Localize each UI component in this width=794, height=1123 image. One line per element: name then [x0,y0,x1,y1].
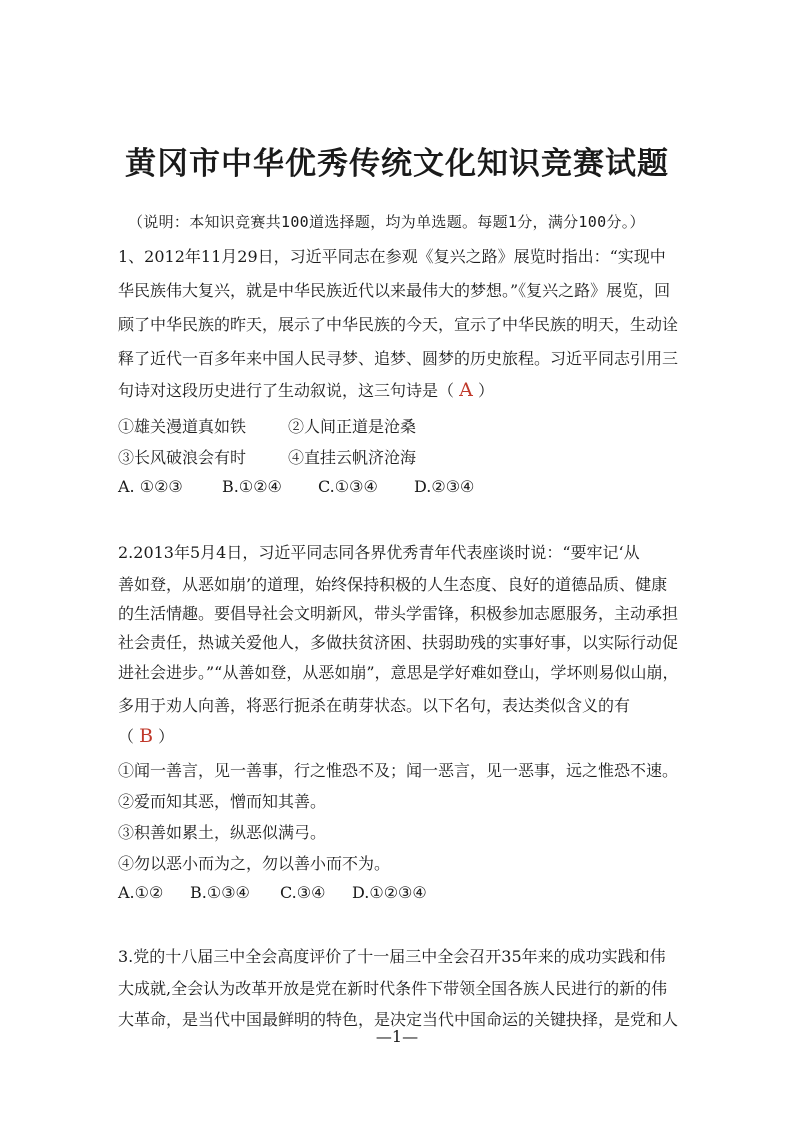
q1-paren: ） [477,381,494,400]
q1-line: 1、2012年11月29日，习近平同志在参观《复兴之路》展览时指出：“实现中 [118,247,666,266]
q1-option-b: B.①②④ [222,477,282,496]
q2-line: 的生活情趣。要倡导社会文明新风，带头学雷锋，积极参加志愿服务，主动承担 [118,604,679,623]
q1-option-d: D.②③④ [414,477,475,496]
q3-line: 大成就,全会认为改革开放是党在新时代条件下带领全国各族人民进行的新的伟 [118,979,668,998]
q1-option-c: C.①③④ [318,477,378,496]
q1-prompt: 句诗对这段历史进行了生动叙说，这三句诗是（ [118,381,455,400]
q2-paren: （ [118,727,135,746]
page-number: —1— [375,1027,419,1046]
q1-poem: ①雄关漫道真如铁 [118,417,247,436]
q2-options [118,883,427,902]
q2-answer-line [118,724,174,747]
q2-line: 多用于劝人向善，将恶行扼杀在萌芽状态。以下名句，表达类似含义的有 [118,696,631,715]
q1-line: 华民族伟大复兴，就是中华民族近代以来最伟大的梦想。”《复兴之路》展览，回 [118,281,671,300]
q2-item: ③积善如累土，纵恶似满弓。 [118,823,327,842]
q2-item: ①闻一善言，见一善事，行之惟恐不及；闻一恶言，见一恶事，远之惟恐不速。 [118,761,679,780]
q1-answer: A [459,379,473,401]
instructions-note: （说明：本知识竞赛共100道选择题，均为单选题。每题1分，满分100分。） [128,213,645,231]
q1-answer-line [118,378,494,401]
page-title: 黄冈市中华优秀传统文化知识竞赛试题 [125,146,669,182]
q1-poems-row [118,445,416,468]
q2-item: ④勿以恶小而为之，勿以善小而不为。 [118,854,391,873]
q1-poem: ③长风破浪会有时 [118,448,247,467]
q2-option-c: C.③④ [280,883,326,902]
q2-line: 善如登，从恶如崩’的道理，始终保持积极的人生态度、良好的道德品质、健康 [118,575,668,594]
q1-line: 顾了中华民族的昨天，展示了中华民族的今天，宣示了中华民族的明天，生动诠 [118,315,679,334]
q1-option-a: A. ①②③ [118,477,183,496]
q2-option-d: D.①②③④ [352,883,427,902]
q1-poems-row [118,414,416,437]
q1-options [118,477,474,496]
q2-line: 2.2013年5月4日，习近平同志同各界优秀青年代表座谈时说：“要牢记‘从 [118,543,640,562]
q2-paren: ） [158,727,175,746]
q1-poem: ④直挂云帆济沧海 [288,448,417,467]
q2-line: 社会责任，热诚关爱他人，多做扶贫济困、扶弱助残的实事好事，以实际行动促 [118,633,679,652]
q2-option-b: B.①③④ [190,883,250,902]
q2-item: ②爱而知其恶，憎而知其善。 [118,792,327,811]
q2-option-a: A.①② [118,883,164,902]
q2-answer: B [139,725,154,747]
q3-line: 3.党的十八届三中全会高度评价了十一届三中全会召开35年来的成功实践和伟 [118,947,666,966]
q2-line: 进社会进步。”“从善如登，从恶如崩”，意思是学好难如登山，学坏则易似山崩， [118,663,679,682]
q1-poem: ②人间正道是沧桑 [288,417,417,436]
q1-line: 释了近代一百多年来中国人民寻梦、追梦、圆梦的历史旅程。习近平同志引用三 [118,349,679,368]
q3-line: 大革命，是当代中国最鲜明的特色，是决定当代中国命运的关键抉择，是党和人 [118,1010,679,1029]
